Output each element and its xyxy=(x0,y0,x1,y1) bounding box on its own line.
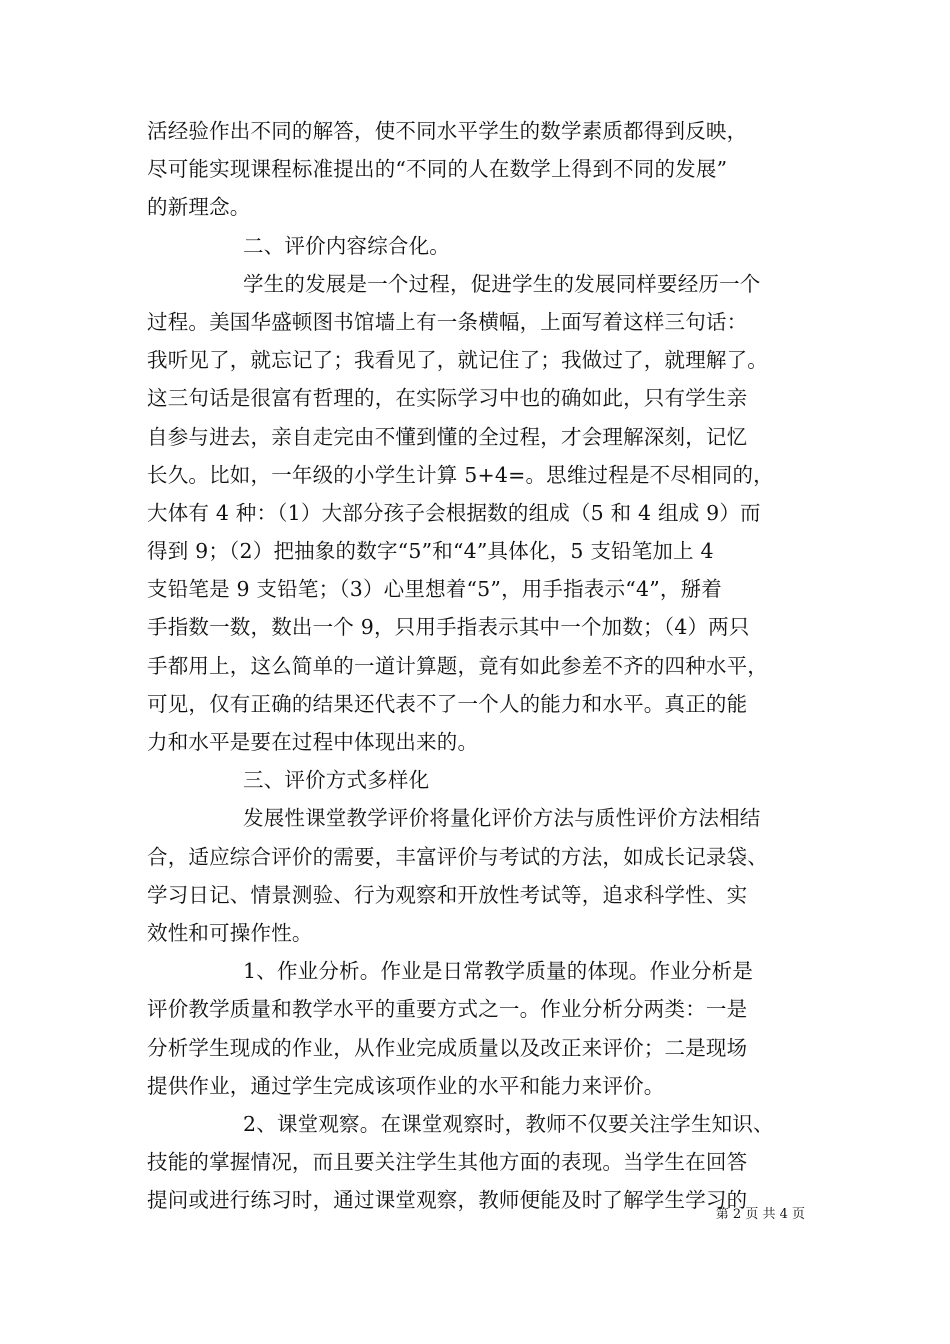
text-line: 二、评价内容综合化。 xyxy=(243,233,450,258)
text-line: 活经验作出不同的解答，使不同水平学生的数学素质都得到反映， xyxy=(147,119,748,143)
text-line: 大体有 4 种：（1）大部分孩子会根据数的组成（5 和 4 组成 9）而 xyxy=(147,500,761,525)
text-line: 分析学生现成的作业，从作业完成质量以及改正来评价；二是现场 xyxy=(147,1035,748,1060)
text-line: 长久。比如，一年级的小学生计算 5+4=。思维过程是不尽相同的， xyxy=(147,462,774,487)
text-line: 学习日记、情景测验、行为观察和开放性考试等，追求科学性、实 xyxy=(147,882,748,907)
text-line: 过程。美国华盛顿图书馆墙上有一条横幅，上面写着这样三句话： xyxy=(147,309,748,334)
text-line: 这三句话是很富有哲理的，在实际学习中也的确如此，只有学生亲 xyxy=(147,386,748,411)
text-line: 学生的发展是一个过程，促进学生的发展同样要经历一个 xyxy=(243,271,761,296)
page-number: 第 2 页 共 4 页 xyxy=(715,1207,805,1222)
text-line: 自参与进去，亲自走完由不懂到懂的全过程，才会理解深刻，记忆 xyxy=(147,424,748,449)
text-line: 提供作业，通过学生完成该项作业的水平和能力来评价。 xyxy=(147,1073,665,1098)
text-line: 可见，仅有正确的结果还代表不了一个人的能力和水平。真正的能 xyxy=(147,691,748,716)
text-line: 三、评价方式多样化 xyxy=(243,768,430,793)
text-line: 提问或进行练习时，通过课堂观察，教师便能及时了解学生学习的 xyxy=(147,1188,748,1213)
text-line: 技能的掌握情况，而且要关注学生其他方面的表现。当学生在回答 xyxy=(147,1150,748,1175)
text-line: 手指数一数，数出一个 9，只用手指表示其中一个加数；（4）两只 xyxy=(147,615,750,640)
text-line: 效性和可操作性。 xyxy=(147,920,313,945)
text-line: 得到 9；（2）把抽象的数字“5”和“4”具体化，5 支铅笔加上 4 xyxy=(147,539,714,564)
text-line: 合，适应综合评价的需要，丰富评价与考试的方法，如成长记录袋、 xyxy=(147,844,768,869)
text-line: 尽可能实现课程标准提出的“不同的人在数学上得到不同的发展” xyxy=(147,157,728,182)
text-line: 发展性课堂教学评价将量化评价方法与质性评价方法相结 xyxy=(243,806,761,831)
text-line: 评价教学质量和教学水平的重要方式之一。作业分析分两类：一是 xyxy=(147,997,748,1022)
text-line: 支铅笔是 9 支铅笔；（3）心里想着“5”，用手指表示“4”，掰着 xyxy=(147,577,722,602)
text-line: 的新理念。 xyxy=(147,195,251,220)
text-line: 我听见了，就忘记了；我看见了，就记住了；我做过了，就理解了。 xyxy=(147,348,768,373)
text-line: 2、课堂观察。在课堂观察时，教师不仅要关注学生知识、 xyxy=(243,1111,774,1136)
text-line: 力和水平是要在过程中体现出来的。 xyxy=(147,730,479,754)
body-text xyxy=(147,112,837,1219)
text-line: 1、作业分析。作业是日常教学质量的体现。作业分析是 xyxy=(243,959,754,984)
text-line: 手都用上，这么简单的一道计算题，竟有如此参差不齐的四种水平， xyxy=(147,653,768,678)
